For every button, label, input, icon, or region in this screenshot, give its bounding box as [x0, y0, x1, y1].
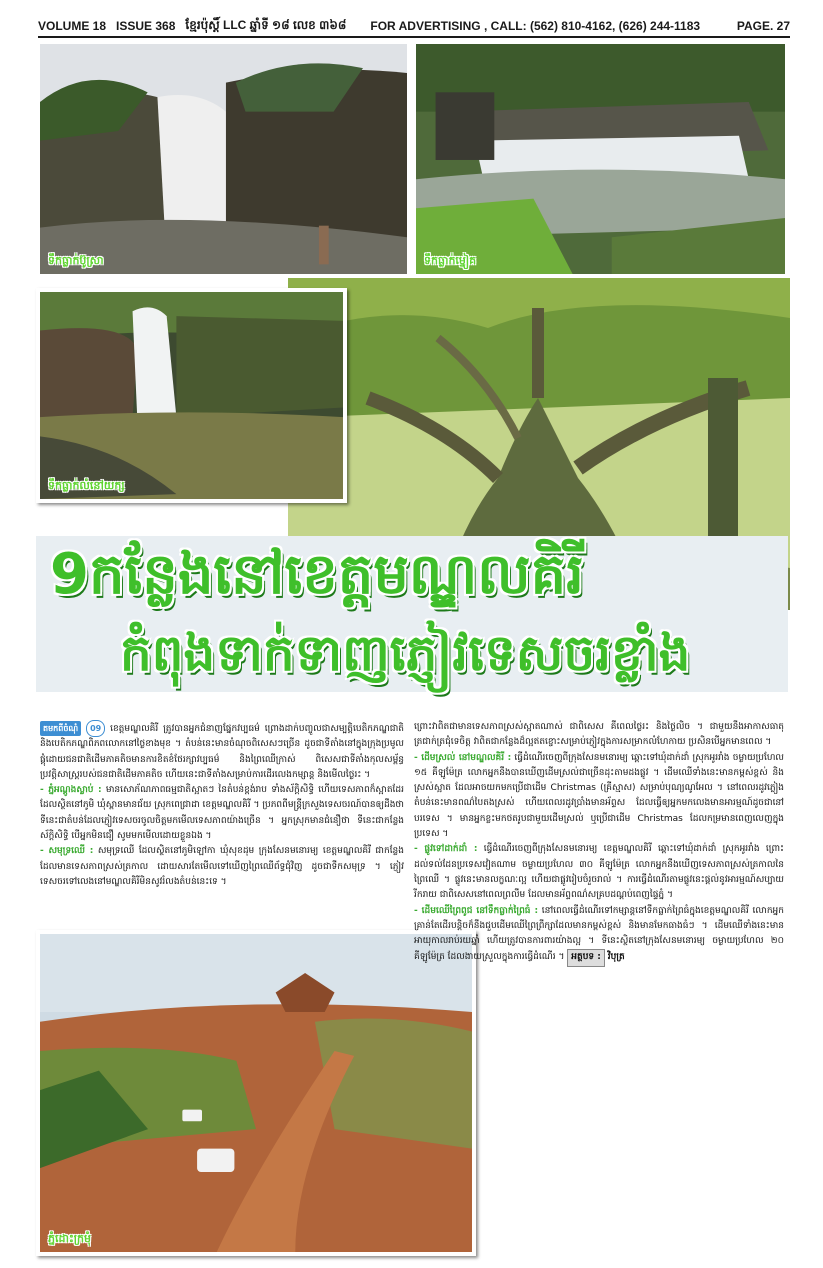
advertising-contact: FOR ADVERTISING , CALL: (562) 810-4162, (626) 244-1183 [370, 19, 701, 33]
section-heading: - សមុទ្រឈើ : [40, 846, 94, 857]
issue-label: ISSUE 368 [116, 19, 176, 33]
author-label: អត្ថបទ : [567, 949, 605, 966]
section-text: មានសោភ័ណភាពធម្មជាតិស្អាតៗ នៃតំបន់ខ្ពង់រាប ទាំងស័ក្ដិសិទ្ធិ ហើយទេសភាពក៏ស្អាតដែរ ដែលស្ថិតនៅភូមិ ឃុំស្ពានមានជ័យ ស្រុកពេជ្រាដា ខេត្តមណ្ឌលគិរី ។ ប្រភពពីមន្ត្រីក្រសួងទេសចរណ៍បានឲ្យដឹងថា ទីនេះជាតំបន់ដែលភ្ញៀវទេសចរចូលចិត្តមកមើលទេសភាពយ៉ាងច្រើន ។ អ្នកស្រុកមានជំនឿថា ទីនេះជាកន្លែងស័ក្ដិសិទ្ធិ បើអ្នកមិនជឿ សូមមកមើលដោយខ្លួនឯង ។ [40, 785, 404, 842]
caption-lumnov-yeak: ទឹកធ្លាក់លំនៅយក្ស [48, 479, 125, 492]
intro-text: ខេត្តមណ្ឌលគិរី ត្រូវបានអ្នកជំនាញផ្នែកវប្បធម៌ ព្រោងដាក់បញ្ចូលជាសម្បត្តិបេតិកភណ្ឌជាតិ និងបេតិកភណ្ឌពិភពលោកនៅថ្ងៃខាងមុខ ។ តំបន់នេះមានចំណុចពិសេសៗច្រើន ដូចជាទីតាំងនៅក្នុងក្រុងប្រមូលផ្ដុំដោយជនជាតិដើមភាគតិចមានការខិតខំថែរក្សាវប្បធម៌ និងព្រៃឈើក្រាស់ ពិសេសជាទីតាំងកុលសម្ព័ន្ធប្រវត្តិសាស្ត្ររបស់ជនជាតិដើមភាគតិច ហើយនេះជាទីតាំងសម្រាប់ការដើរលេងកម្សាន្ត និងមើលថ្ងៃរះ ។ [40, 724, 404, 780]
photo-waterfall-busra [36, 40, 411, 278]
caption-busra: ទឹកធ្លាក់ប៊ូស្រា [48, 254, 104, 267]
section-dak-dam-road [414, 842, 784, 903]
section-pine-trees [414, 751, 784, 843]
section-text: ធ្វើដំណើរចេញពីក្រុងសែនមនោរម្យ ខេត្តមណ្ឌលគិរី ឆ្ពោះទៅឃុំដាក់ដាំ ស្រុកអូររាំង ព្រោះដល់ទល់ដែនប្រទេសវៀតណាម ចម្ងាយប្រហែល ៣០ គីឡូម៉ែត្រ លោកអ្នកនឹងឃើញទេសភាពស្រស់ត្រកាលនៃព្រៃឈើ ។ ផ្លូវនេះមានលក្ខណៈល្អ ហើយជាផ្លូវរៀបចំរួចរាល់ ។ ការធ្វើដំណើរតាមផ្លូវនេះផ្ដល់នូវអារម្មណ៍សប្បាយរីករាយ ជាពិសេសនៅពេលព្រលឹម ដែលមានអ័ព្ទពណ៌សគ្របដណ្ដប់ពេញផ្ទៃភ្នំ ។ [414, 844, 784, 901]
page-number: PAGE. 27 [736, 19, 790, 33]
author-name: វិបុត្រ [607, 952, 625, 963]
section-text: ធ្វើដំណើរចេញពីក្រុងសែនមនោរម្យ ឆ្ពោះទៅឃុំដាក់ដាំ ស្រុកអូររាំង ចម្ងាយប្រហែល ១៥ គីឡូម៉ែត្រ លោកអ្នកនឹងបានឃើញដើមស្រល់ជាច្រើនដុះតាមដងផ្លូវ ។ ដើមឈើទាំងនេះមានកម្ពស់ខ្ពស់ និងស្រស់ស្អាត ដែលអាចយកមកប្រើជាដើម Christmas (គ្រីស្មាស) សម្រាប់បុណ្យណូអែល ។ នៅពេលរដូវភ្លៀង តំបន់នេះមានពណ៌បៃតងស្រស់ ហើយពេលរដូវប្រាំងមានអ័ព្ទស ដែលធ្វើឲ្យអ្នកមកលេងមានអារម្មណ៍ដូចជានៅបរទេស ។ មានអ្នកខ្លះមកថតរូបជាមួយដើមស្រល់ ឬប្រើជាដើម Christmas ដែលកម្រមានពេញលេញក្នុងប្រទេស ។ [414, 752, 784, 840]
section-samut-cheu [40, 844, 404, 890]
caption-phnom-dos-kramom: ភ្នំដោះក្រមុំ [48, 1232, 92, 1245]
section-heading: - ភ្នំអណ្ដូងស្លាប់ : [40, 785, 102, 796]
section-text: សមុទ្រឈើ ដែលស្ថិតនៅភូមិឡៅកា ឃុំសុខដុម ក្រុងសែនមនោរម្យ ខេត្តមណ្ឌលគិរី ជាកន្លែងដែលមានទេសភាពស្រស់ត្រកាល ដោយសារតែមើលទៅឃើញព្រៃឈើព័ទ្ធជុំវិញ ដូចជាទឹកសមុទ្រ ។ ភ្ញៀវទេសចរទៅលេងនៅមណ្ឌលគិរីមិនសូវរំលងតំបន់នេះទេ ។ [40, 846, 404, 887]
section-forest-trees [414, 904, 784, 967]
continued-badge: តមកពីចំណុំ [40, 721, 81, 736]
masthead-title: ខ្មែរប៉ុស្ដិ៍ LLC ឆ្នាំទី ១៨ លេខ ៣៦៨ [185, 18, 347, 32]
headline-line-1: 9កន្លែងនៅខេត្តមណ្ឌលគិរី [50, 542, 584, 607]
section-heading: - ផ្លូវទៅដាក់ដាំ : [414, 844, 478, 855]
article-column-left [40, 720, 404, 890]
photo-waterfall-top-right [412, 40, 789, 278]
headline-line-2: កំពុងទាក់ទាញភ្ញៀវទេសចរខ្លាំង [120, 624, 691, 682]
section-text: នៅពេលធ្វើដំណើរទៅកម្សាន្តនៅទឹកធ្លាក់ព្រៃធំក្នុងខេត្តមណ្ឌលគិរី លោកអ្នកគ្រាន់តែដើរបន្តិចក៏នឹងជួបដើមឈើព្រៃព្រឹក្សាដែលមានកម្ពស់ខ្ពស់ និងមានមែកធាងធំៗ ។ ដើមឈើទាំងនេះមានអាយុកាលរាប់រយឆ្នាំ ហើយត្រូវបានការពារយ៉ាងល្អ ។ ទីនេះស្ថិតនៅក្រុងសែនមនោរម្យ ចម្ងាយប្រហែល ២០ គីឡូម៉ែត្រ ដែលងាយស្រួលក្នុងការធ្វើដំណើរ ។ [414, 905, 784, 963]
caption-top-right: ទឹកធ្លាក់ម្នៀគ [424, 254, 477, 267]
right-intro: ព្រោះវាពិតជាមានទេសភាពស្រស់ស្អាតណាស់ ជាពិសេស គឺពេលថ្ងៃរះ និងថ្ងៃលិច ។ ជាមួយនឹងអាកាសធាតុត្រជាក់ត្រជុំទេចិត្ត វាពិតជាកន្លែងដ៏ល្អឥតខ្ចោះសម្រាប់ភ្ញៀវក្នុងការសម្រាកលំហែកាយ ប្រសិនបើអ្នកមានពេល ។ [414, 722, 784, 748]
photo-road-phnom-dos-kramom [36, 930, 476, 1256]
section-heading: - ដើមឈើព្រៃពូជ នៅទឹកធ្លាក់ព្រៃធំ : [414, 905, 539, 916]
continued-page-number: 09 [86, 720, 105, 737]
article-intro [40, 720, 404, 783]
article-column-right [414, 720, 784, 967]
section-anlong-slab [40, 783, 404, 844]
page-header [38, 16, 790, 38]
photo-waterfall-lumnov-yeak [36, 288, 347, 503]
volume-label: VOLUME 18 [38, 19, 107, 33]
section-heading: - ដើមស្រល់ នៅមណ្ឌលគិរី : [414, 752, 512, 763]
